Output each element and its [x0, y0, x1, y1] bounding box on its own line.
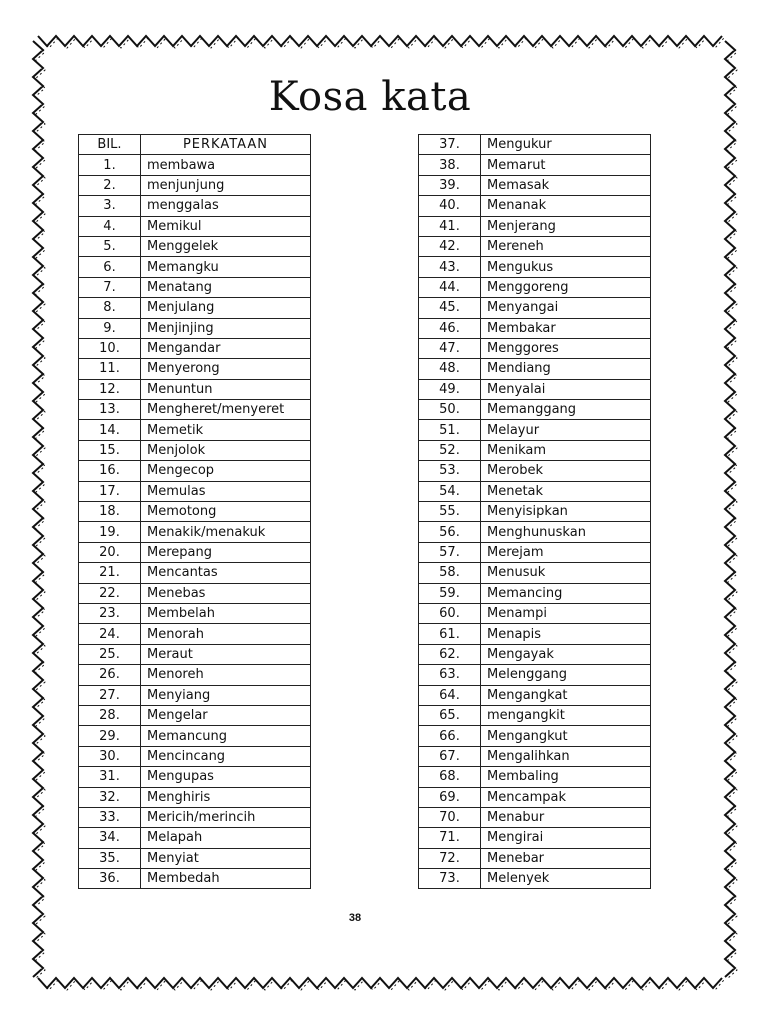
row-number: 9.: [79, 318, 141, 338]
table-row: [79, 685, 311, 705]
row-number: 47.: [419, 338, 481, 358]
row-word: Memikul: [141, 216, 311, 236]
row-word: Menghiris: [141, 787, 311, 807]
row-word: Membelah: [141, 603, 311, 623]
row-number: 10.: [79, 338, 141, 358]
row-number: 65.: [419, 705, 481, 725]
row-number: 53.: [419, 461, 481, 481]
row-number: 19.: [79, 522, 141, 542]
row-number: 11.: [79, 359, 141, 379]
table-row: [419, 848, 651, 868]
row-number: 4.: [79, 216, 141, 236]
row-number: 43.: [419, 257, 481, 277]
table-row: [419, 420, 651, 440]
row-word: Mengangkat: [481, 685, 651, 705]
row-word: Merobek: [481, 461, 651, 481]
row-word: Menakik/menakuk: [141, 522, 311, 542]
row-word: Menggoreng: [481, 277, 651, 297]
table-row: [419, 440, 651, 460]
row-number: 12.: [79, 379, 141, 399]
row-number: 25.: [79, 644, 141, 664]
table-row: [79, 807, 311, 827]
row-number: 70.: [419, 807, 481, 827]
table-row: [419, 359, 651, 379]
row-word: Menyangai: [481, 298, 651, 318]
row-number: 44.: [419, 277, 481, 297]
row-word: Menorah: [141, 624, 311, 644]
row-number: 6.: [79, 257, 141, 277]
row-word: Menyalai: [481, 379, 651, 399]
table-row: [419, 787, 651, 807]
row-number: 22.: [79, 583, 141, 603]
row-word: Melayur: [481, 420, 651, 440]
row-word: Mereneh: [481, 236, 651, 256]
table-row: [79, 440, 311, 460]
row-word: Menyiang: [141, 685, 311, 705]
row-word: menjunjung: [141, 175, 311, 195]
row-number: 7.: [79, 277, 141, 297]
row-word: Menusuk: [481, 563, 651, 583]
table-row: [79, 869, 311, 889]
row-word: Mengangkut: [481, 726, 651, 746]
header-perkataan: PERKATAAN: [141, 135, 311, 155]
row-word: Menyerong: [141, 359, 311, 379]
table-row: [419, 828, 651, 848]
row-word: Mencantas: [141, 563, 311, 583]
row-word: Mengheret/menyeret: [141, 400, 311, 420]
row-word: Mengelar: [141, 705, 311, 725]
row-number: 46.: [419, 318, 481, 338]
row-number: 68.: [419, 767, 481, 787]
zigzag-edge: [38, 978, 722, 988]
row-number: 13.: [79, 400, 141, 420]
table-row: [419, 563, 651, 583]
page-number: 38: [348, 912, 362, 924]
row-word: menggalas: [141, 196, 311, 216]
row-word: Menjolok: [141, 440, 311, 460]
table-row: [419, 196, 651, 216]
row-number: 28.: [79, 705, 141, 725]
row-number: 40.: [419, 196, 481, 216]
vocab-table-left: [78, 134, 311, 889]
row-number: 32.: [79, 787, 141, 807]
row-number: 67.: [419, 746, 481, 766]
row-word: Menampi: [481, 603, 651, 623]
row-number: 50.: [419, 400, 481, 420]
row-number: 42.: [419, 236, 481, 256]
row-word: Mengupas: [141, 767, 311, 787]
row-word: Mengukur: [481, 135, 651, 155]
table-row: [419, 216, 651, 236]
table-row: [419, 155, 651, 175]
row-word: Menapis: [481, 624, 651, 644]
row-number: 57.: [419, 542, 481, 562]
table-row: [79, 624, 311, 644]
row-number: 52.: [419, 440, 481, 460]
table-row: [79, 196, 311, 216]
table-row: [419, 767, 651, 787]
table-row: [419, 665, 651, 685]
row-word: Mendiang: [481, 359, 651, 379]
table-row: [79, 746, 311, 766]
table-row: [419, 624, 651, 644]
row-number: 73.: [419, 869, 481, 889]
row-number: 8.: [79, 298, 141, 318]
table-row: [419, 685, 651, 705]
row-number: 55.: [419, 502, 481, 522]
row-number: 35.: [79, 848, 141, 868]
row-word: Menjerang: [481, 216, 651, 236]
table-row: [419, 583, 651, 603]
row-number: 17.: [79, 481, 141, 501]
table-header-row: [79, 135, 311, 155]
row-number: 38.: [419, 155, 481, 175]
row-number: 2.: [79, 175, 141, 195]
row-word: Menghunuskan: [481, 522, 651, 542]
table-row: [419, 746, 651, 766]
vocab-table-right: [418, 134, 651, 889]
table-row: [79, 318, 311, 338]
table-row: [419, 644, 651, 664]
row-word: Merejam: [481, 542, 651, 562]
table-row: [419, 522, 651, 542]
row-number: 61.: [419, 624, 481, 644]
row-number: 62.: [419, 644, 481, 664]
row-number: 58.: [419, 563, 481, 583]
row-word: Mengecop: [141, 461, 311, 481]
row-word: Mericih/merincih: [141, 807, 311, 827]
row-number: 33.: [79, 807, 141, 827]
row-number: 24.: [79, 624, 141, 644]
row-word: Menjulang: [141, 298, 311, 318]
row-word: Menyisipkan: [481, 502, 651, 522]
row-word: Mengandar: [141, 338, 311, 358]
table-row: [79, 298, 311, 318]
row-number: 29.: [79, 726, 141, 746]
table-row: [419, 481, 651, 501]
table-row: [79, 665, 311, 685]
table-row: [79, 400, 311, 420]
row-word: Menoreh: [141, 665, 311, 685]
table-row: [79, 257, 311, 277]
row-number: 21.: [79, 563, 141, 583]
table-row: [419, 175, 651, 195]
row-number: 14.: [79, 420, 141, 440]
row-word: Memotong: [141, 502, 311, 522]
row-number: 36.: [79, 869, 141, 889]
table-row: [419, 807, 651, 827]
row-number: 49.: [419, 379, 481, 399]
row-word: Menatang: [141, 277, 311, 297]
table-row: [419, 502, 651, 522]
table-row: [419, 236, 651, 256]
row-word: Melenggang: [481, 665, 651, 685]
row-word: Menebar: [481, 848, 651, 868]
header-bil: BIL.: [79, 135, 141, 155]
table-row: [419, 338, 651, 358]
row-number: 41.: [419, 216, 481, 236]
row-number: 3.: [79, 196, 141, 216]
row-word: Melenyek: [481, 869, 651, 889]
row-number: 71.: [419, 828, 481, 848]
row-number: 56.: [419, 522, 481, 542]
row-word: Menjinjing: [141, 318, 311, 338]
row-word: Menggelek: [141, 236, 311, 256]
table-row: [79, 563, 311, 583]
table-row: [419, 257, 651, 277]
row-word: Memulas: [141, 481, 311, 501]
row-word: Menuntun: [141, 379, 311, 399]
row-word: Merepang: [141, 542, 311, 562]
row-word: Menikam: [481, 440, 651, 460]
table-row: [79, 420, 311, 440]
row-word: Memasak: [481, 175, 651, 195]
row-word: Melapah: [141, 828, 311, 848]
table-row: [419, 542, 651, 562]
row-number: 51.: [419, 420, 481, 440]
row-number: 27.: [79, 685, 141, 705]
row-word: Mencampak: [481, 787, 651, 807]
row-number: 48.: [419, 359, 481, 379]
row-word: Mengukus: [481, 257, 651, 277]
row-word: Membakar: [481, 318, 651, 338]
table-row: [79, 726, 311, 746]
row-word: Memancing: [481, 583, 651, 603]
table-row: [79, 155, 311, 175]
table-row: [79, 379, 311, 399]
table-row: [79, 583, 311, 603]
row-word: Memarut: [481, 155, 651, 175]
row-word: Mengayak: [481, 644, 651, 664]
row-word: membawa: [141, 155, 311, 175]
row-number: 30.: [79, 746, 141, 766]
row-word: Membaling: [481, 767, 651, 787]
table-row: [79, 542, 311, 562]
table-row: [419, 705, 651, 725]
row-word: Memancung: [141, 726, 311, 746]
table-row: [79, 359, 311, 379]
table-row: [79, 338, 311, 358]
row-number: 64.: [419, 685, 481, 705]
row-word: Menyiat: [141, 848, 311, 868]
table-row: [419, 379, 651, 399]
row-number: 1.: [79, 155, 141, 175]
row-number: 18.: [79, 502, 141, 522]
table-row: [79, 787, 311, 807]
table-row: [419, 603, 651, 623]
table-row: [419, 318, 651, 338]
row-word: Memanggang: [481, 400, 651, 420]
table-row: [79, 705, 311, 725]
table-row: [79, 502, 311, 522]
row-number: 31.: [79, 767, 141, 787]
table-row: [79, 603, 311, 623]
row-word: Mengalihkan: [481, 746, 651, 766]
row-word: Menanak: [481, 196, 651, 216]
row-number: 37.: [419, 135, 481, 155]
table-row: [79, 216, 311, 236]
table-row: [79, 277, 311, 297]
row-word: Menabur: [481, 807, 651, 827]
table-row: [79, 828, 311, 848]
row-number: 54.: [419, 481, 481, 501]
row-number: 59.: [419, 583, 481, 603]
row-number: 15.: [79, 440, 141, 460]
table-row: [79, 461, 311, 481]
row-word: Menggores: [481, 338, 651, 358]
row-number: 66.: [419, 726, 481, 746]
row-word: Mengirai: [481, 828, 651, 848]
row-number: 45.: [419, 298, 481, 318]
table-row: [419, 135, 651, 155]
table-row: [79, 175, 311, 195]
row-word: mengangkit: [481, 705, 651, 725]
table-row: [419, 869, 651, 889]
row-number: 69.: [419, 787, 481, 807]
table-row: [419, 277, 651, 297]
row-word: Memangku: [141, 257, 311, 277]
table-row: [79, 522, 311, 542]
row-word: Meraut: [141, 644, 311, 664]
row-number: 72.: [419, 848, 481, 868]
table-row: [79, 767, 311, 787]
row-number: 34.: [79, 828, 141, 848]
table-row: [419, 461, 651, 481]
row-word: Mencincang: [141, 746, 311, 766]
row-word: Menebas: [141, 583, 311, 603]
row-word: Menetak: [481, 481, 651, 501]
row-word: Membedah: [141, 869, 311, 889]
page-title: Kosa kata: [268, 74, 472, 120]
row-number: 16.: [79, 461, 141, 481]
table-row: [419, 726, 651, 746]
row-number: 63.: [419, 665, 481, 685]
row-word: Memetik: [141, 420, 311, 440]
row-number: 60.: [419, 603, 481, 623]
row-number: 26.: [79, 665, 141, 685]
table-row: [419, 298, 651, 318]
table-row: [79, 481, 311, 501]
table-row: [79, 848, 311, 868]
row-number: 39.: [419, 175, 481, 195]
zigzag-edge: [38, 36, 722, 46]
row-number: 23.: [79, 603, 141, 623]
row-number: 5.: [79, 236, 141, 256]
table-row: [419, 400, 651, 420]
table-row: [79, 236, 311, 256]
row-number: 20.: [79, 542, 141, 562]
table-row: [79, 644, 311, 664]
